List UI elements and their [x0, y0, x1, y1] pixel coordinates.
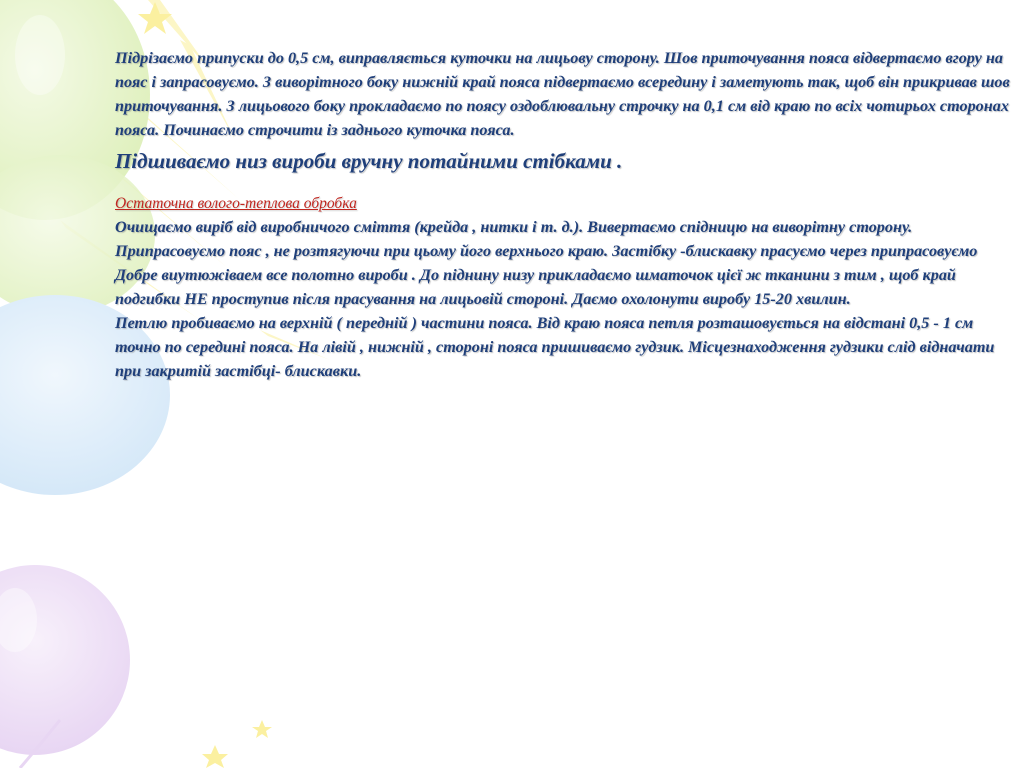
paragraph-belt-finishing: Підрізаємо припуски до 0,5 см, виправляється куточки на лицьову сторону. Шов приточування пояса відвертаємо вгору на пояс і запрасовуємо. З виворітного боку нижній край пояса підвертаємо всередину і заметують так, щоб він прикривав шов приточування. З лицьового боку прокладаємо по поясу оздоблювальну строчку на 0,1 см від краю по всіх чотирьох сторонах пояса. Починаємо строчити із заднього куточка пояса. [115, 49, 1010, 139]
paragraph-pressing: Очищаємо виріб від виробничого сміття (крейда , нитки і т. д.). Вивертаємо спідницю на виворітну сторону. Припрасовуємо пояс , не розтягуючи при цьому його верхнього краю. Застібку -блискавку прасуємо через припрасовуємо Добре виутюжіваем все полотно вироби . До піднину низу прикладаємо шматочок цієї ж тканини з тим , щоб край подгибки НЕ проступив після прасування на лицьовій стороні. Даємо охолонути виробу 15-20 хвилин. [115, 218, 978, 308]
heading-hemming: Підшиваємо низ вироби вручну потайними стібками . [115, 149, 623, 173]
paragraph-buttonhole: Петлю пробиваємо на верхній ( передній ) частини пояса. Від краю пояса петля розташовується на відстані 0,5 - 1 см точно по середині пояса. На лівій , нижній , стороні пояса пришиваємо гудзик. Місцезнаходження гудзики слід відначати при закритій застібці- блискавки. [115, 314, 995, 380]
section-title-final-pressing: Остаточна волого-теплова обробка [115, 195, 357, 212]
slide-content [115, 46, 1015, 383]
purple-balloon-icon [0, 565, 130, 768]
